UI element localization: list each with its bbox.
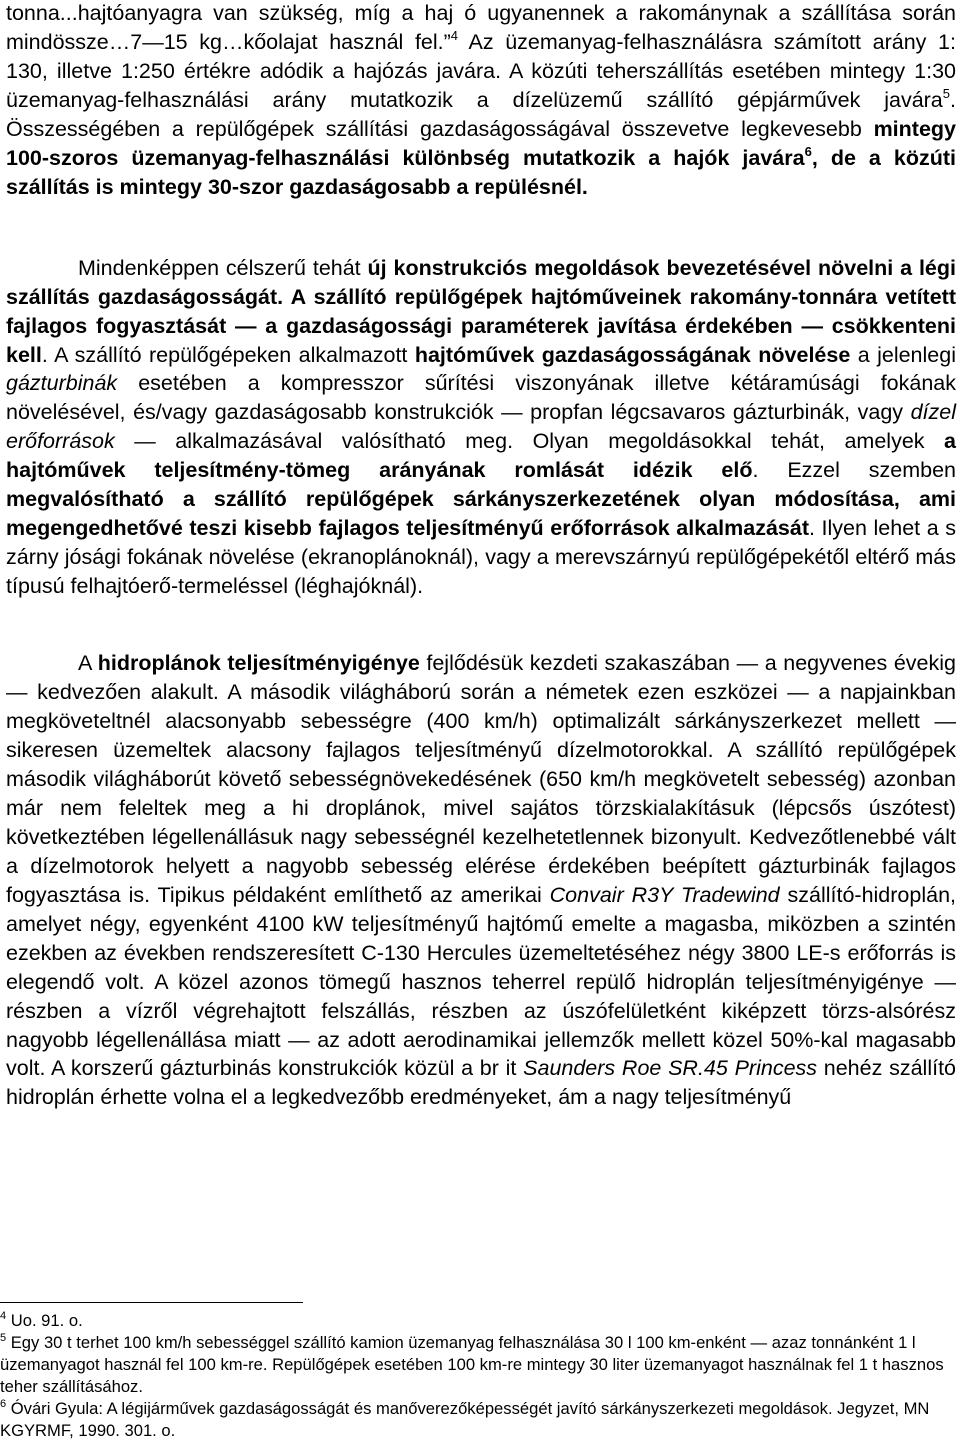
footnote-text: Uo. 91. o.	[6, 1311, 83, 1330]
text-run: fejlődésük kezdeti szakaszában — a negyvenes évekig — kedvezően alakult. A második világháború során a németek ezen eszközei — a napjainkban megköveteltnél alacsonyabb sebességre (400 km/h) optimalizált sárkányszerkezet mellett — sikeresen üzemeltek alacsony fajlagos teljesítményű dízelmotorokkal. A szállító repülőgépek második világháborút követő sebességnövekedésének (650 km/h megkövetelt sebesség) azonban már nem feleltek meg a hi droplánok, mivel sajátos törzskialakításuk (lépcsős úszótest) következtében légellenállásuk nagy sebességnél kezelhetetlennek bizonyult. Kedvezőtlenebbé vált a dízelmotorok helyett a nagyobb sebesség elérése érdekében beépített gázturbinák fajlagos fogyasztása is. Tipikus példaként említhető az amerikai	[6, 651, 956, 907]
text-run: . A szállító repülőgépeken alkalmazott	[41, 342, 415, 367]
text-run: a jelenlegi	[850, 342, 956, 367]
bold-text: új konstrukciós megoldások bevezetésével növelni a légi szállítás gazdaságosságát. A szállító repülőgépek hajtóműveinek rakomány-tonnára vetített fajlagos fogyasztását — a gazdaságossági paraméterek javítása érdekében — csökkenteni kell	[6, 255, 956, 367]
footnotes	[0, 1310, 945, 1442]
text-run: Mindenképpen célszerű tehát	[78, 255, 368, 280]
text-run: . Ilyen lehet a s zárny jósági fokának növelése (ekranoplánoknál), vagy a merevszárnyú repülőgépekétől eltérő más típusú felhajtóerő-termeléssel (léghajóknál).	[6, 516, 956, 599]
bold-text: a hajtóművek teljesítmény-tömeg arányának romlását idézik elő	[6, 429, 956, 483]
footnote-5	[0, 1332, 945, 1398]
bold-text: mintegy 100-szoros üzemanyag-felhasználási különbség mutatkozik a hajók javára	[6, 116, 956, 170]
italic-text: Convair R3Y Tradewind	[549, 882, 780, 907]
text-run: nehéz szállító hidroplán érhette volna el a legkedvezőbb eredményeket, ám a nagy teljesítményű	[6, 1056, 956, 1110]
bold-text: hidroplánok teljesítményigénye	[97, 651, 420, 676]
paragraph-hydroplane-power	[6, 649, 956, 1112]
text-run: Az üzemanyag-felhasználásra számított arány 1: 130, illetve 1:250 értékre adódik a hajózás javára. A közúti teherszállítás esetében mintegy 1:30 üzemanyag-felhasználási arány mutatkozik a dízelüzemű szállító gépjárművek javára	[6, 29, 956, 112]
footnote-text: Egy 30 t terhet 100 km/h sebességgel szállító kamion üzemanyag felhasználása 30 l 100 km-enként — azaz tonnánként 1 l üzemanyagot használ fel 100 km-re. Repülőgépek esetében 100 km-re mintegy 30 liter üzemanyagot használnak fel 1 t hasznos teher szállításához.	[0, 1333, 944, 1396]
bold-text: , de a közúti szállítás is mintegy 30-szor gazdaságosabb a repülésnél.	[6, 145, 956, 199]
text-run: szállító-hidroplán, amelyet négy, egyenként 4100 kW teljesítményű hajtómű emelte a magasba, miközben a szintén ezekben az években rendszeresített C-130 Hercules üzemeltetéséhez négy 3800 LE-s erőforrás is elegendő volt. A közel azonos tömegű hasznos teherrel repülő hidroplán teljesítményigénye — részben a vízről végrehajtott felszállás, részben az úszófelületként kiképzett törzs-alsórész nagyobb légellenállása miatt — az adott aerodinamikai jellemzők mellett közel 50%-kal magasabb volt. A korszerű gázturbinás konstrukciók közül a br it	[6, 882, 956, 1081]
text-run: tonna...hajtóanyagra van szükség, míg a haj ó ugyanennek a rakománynak a szállítása során mindössze…7—15 kg…kőolajat használ fel.”	[6, 1, 956, 54]
text-run: — alkalmazásával valósítható meg. Olyan megoldásokkal tehát, amelyek	[114, 429, 945, 454]
paragraph-new-design-solutions	[6, 254, 956, 601]
footnote-text: Óvári Gyula: A légijárművek gazdaságosságát és manőverezőképességét javító sárkányszerkezeti megoldások. Jegyzet, MN KGYRMF, 1990. 301. o.	[0, 1399, 930, 1440]
document-page	[6, 0, 956, 1112]
text-run: . Ezzel szemben	[752, 458, 956, 483]
paragraph-fuel-comparison	[6, 0, 956, 202]
footnote-reference: 4	[450, 27, 459, 43]
footnote-separator	[0, 1302, 303, 1303]
italic-text: Saunders Roe SR.45 Princess	[523, 1056, 818, 1081]
footnote-number: 4	[0, 1310, 7, 1322]
text-run: . Összességében a repülőgépek szállítási gazdaságosságával összevetve legkevesebb	[6, 87, 956, 141]
italic-text: gázturbinák	[6, 371, 118, 396]
footnote-reference: 6	[804, 143, 812, 159]
footnote-6	[0, 1398, 945, 1442]
text-run: A	[78, 651, 98, 676]
footnote-number: 5	[0, 1332, 7, 1344]
footnote-number: 6	[0, 1398, 7, 1410]
footnote-4	[0, 1310, 945, 1332]
text-run: esetében a kompresszor sűrítési viszonyának illetve kétáramúsági fokának növelésével, és/vagy gazdaságosabb konstrukciók — propfan légcsavaros gázturbinák, vagy	[6, 371, 956, 425]
bold-text: hajtóművek gazdaságosságának növelése	[414, 342, 851, 367]
bold-text: megvalósítható a szállító repülőgépek sárkányszerkezetének olyan módosítása, ami megengedhetővé teszi kisebb fajlagos teljesítményű erőforrások alkalmazását	[6, 487, 956, 541]
footnote-reference: 5	[942, 85, 951, 101]
italic-text: dízel erőforrások	[6, 400, 956, 454]
